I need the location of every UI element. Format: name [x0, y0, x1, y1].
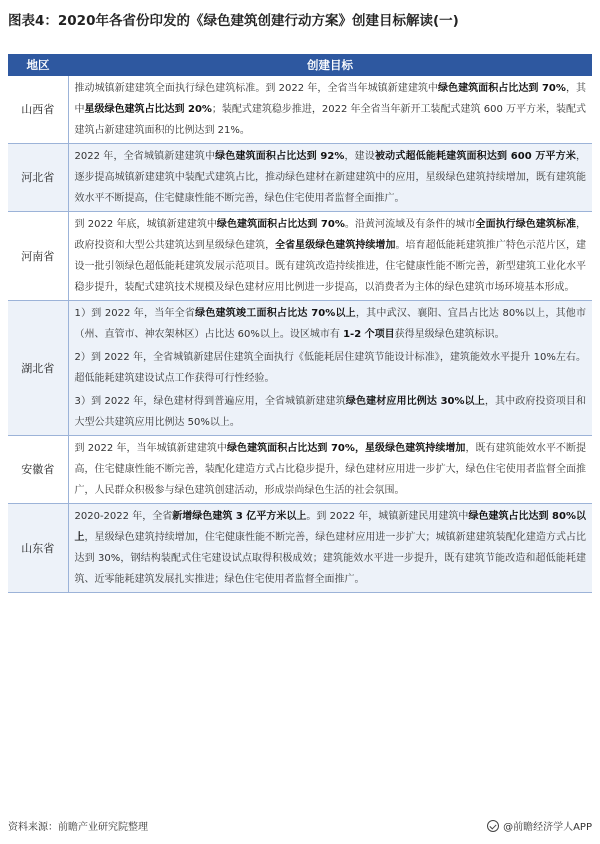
highlight-text: 星级绿色建筑占比达到 20% [84, 104, 212, 115]
highlight-text: 绿色建材应用比例达 30%以上 [345, 396, 485, 407]
body-text: 2）到 2022 年，全省城镇新建居住建筑全面执行《低能耗居住建筑节能设计标准》，建筑能效水平提升 10%左右。超低能耗建筑建设试点工作获得可行性经验。 [74, 352, 586, 384]
table-row [8, 301, 592, 436]
target-cell [68, 76, 592, 144]
target-table [8, 54, 592, 593]
highlight-text: 绿色建筑面积占比达到 92% [215, 151, 345, 162]
target-paragraph [75, 438, 587, 501]
body-text: ，既有建筑能效水平不断提高，住宅健康性能不断完善，装配化建造方式占比稳步提升，绿色建材应用进一步扩大，绿色住宅使用者监督全面推广，人民群众积极参与绿色建筑创建活动，形成崇尚绿色生活的社会氛围。 [74, 443, 587, 496]
target-cell [68, 436, 592, 504]
target-cell [68, 212, 592, 301]
figure-title: 图表4：2020年各省份印发的《绿色建筑创建行动方案》创建目标解读(一) [8, 13, 459, 29]
target-paragraph [75, 347, 587, 389]
table-row [8, 436, 592, 504]
body-text: 到 2022 年，当年城镇新建建筑中 [74, 443, 227, 454]
province-cell: 安徽省 [8, 436, 68, 504]
body-text: ，其中武汉、襄阳、宜昌占比达 80%以上，其他市（州、直管市、神农架林区）占比达 60%以上。设区城市有 [74, 308, 587, 340]
body-text: ，星级绿色建筑持续增加，住宅健康性能不断完善，绿色建材应用进一步扩大；城镇新建建筑装配化建造方式占比达到 30%，钢结构装配式住宅建设试点取得积极成效；建筑能效水平进一步提升，既有建筑节能改造和超低能耗建筑、近零能耗建筑发展扎实推进；绿色住宅使用者监督全面推广。 [74, 532, 587, 585]
body-text: ，其中政府投资项目和大型公共建筑应用比例达 50%以上。 [74, 396, 587, 428]
province-cell: 河北省 [8, 144, 68, 212]
target-paragraph [75, 303, 587, 345]
body-text: 2020-2022 年，全省 [74, 511, 173, 522]
highlight-text: 被动式超低能耗建筑面积达到 600 万平方米 [375, 151, 576, 162]
highlight-text: 绿色建筑面积占比达到 70% [437, 83, 566, 94]
table-body [8, 76, 592, 593]
target-cell [68, 504, 592, 593]
brand-label: @前瞻经济学人APP [503, 822, 592, 833]
brand [487, 818, 592, 833]
body-text: 。培育超低能耗建筑推广特色示范片区，建设一批引领绿色超低能耗建筑发展示范项目。既有建筑改造持续推进，住宅健康性能不断完善，新型建筑工业化水平稳步提升，装配式建筑技术规模及绿色建材应用比例进一步提高，以消费者为主体的绿色建筑市场环境基本形成。 [74, 240, 587, 293]
body-text: 2022 年，全省城镇新建建筑中 [74, 151, 216, 162]
target-paragraph [75, 506, 587, 590]
source-note: 资料来源：前瞻产业研究院整理 [8, 822, 148, 833]
table-row [8, 504, 592, 593]
body-text: 3）到 2022 年，绿色建材得到普遍应用，全省城镇新建建筑 [74, 396, 346, 407]
province-cell: 湖北省 [8, 301, 68, 436]
target-paragraph [75, 391, 587, 433]
highlight-text: 全省星级绿色建筑持续增加 [275, 240, 396, 251]
highlight-text: 绿色建筑占比达到 80%以上 [74, 511, 587, 543]
province-cell: 河南省 [8, 212, 68, 301]
target-paragraph [75, 78, 587, 141]
target-cell [68, 301, 592, 436]
highlight-text: 绿色建筑竣工面积占比达 70%以上 [195, 308, 356, 319]
body-text: ；装配式建筑稳步推进，2022 年全省当年新开工装配式建筑 600 万平方米，装配式建筑占新建建筑面积的比例达到 21%。 [74, 104, 586, 136]
body-text: 获得星级绿色建筑标识。 [394, 329, 505, 340]
body-text: 。到 2022 年，城镇新建民用建筑中 [306, 511, 469, 522]
body-text: ，逐步提高城镇新建建筑中装配式建筑占比，推动绿色建材在新建建筑中的应用，星级绿色建筑持续增加，既有建筑能效水平不断提高，住宅健康性能不断完善，绿色住宅使用者监督全面推广。 [74, 151, 586, 204]
province-cell: 山东省 [8, 504, 68, 593]
highlight-text: 绿色建筑面积占比达到 70% [216, 219, 345, 230]
highlight-text: 1-2 个项目 [343, 329, 395, 340]
body-text: ，其中 [74, 83, 587, 115]
highlight-text: 全面执行绿色建筑标准 [475, 219, 577, 230]
table-row [8, 76, 592, 144]
table-header-row [8, 54, 592, 76]
highlight-text: 绿色建筑面积占比达到 70%，星级绿色建筑持续增加 [226, 443, 466, 454]
body-text: 。沿黄河流域及有条件的城市 [344, 219, 476, 230]
body-text: 到 2022 年底，城镇新建建筑中 [74, 219, 217, 230]
header-target: 创建目标 [68, 54, 592, 76]
table-row [8, 144, 592, 212]
body-text: 推动城镇新建建筑全面执行绿色建筑标准。到 2022 年，全省当年城镇新建建筑中 [74, 83, 438, 94]
check-circle-icon [487, 820, 499, 832]
body-text: ，政府投资和大型公共建筑达到星级绿色建筑， [74, 219, 587, 251]
table-row [8, 212, 592, 301]
header-region: 地区 [8, 54, 68, 76]
footer [8, 818, 592, 833]
province-cell: 山西省 [8, 76, 68, 144]
target-cell [68, 144, 592, 212]
target-paragraph [75, 146, 587, 209]
target-paragraph [75, 214, 587, 298]
body-text: ，建设 [344, 151, 376, 162]
body-text: 1）到 2022 年，当年全省 [74, 308, 196, 319]
highlight-text: 新增绿色建筑 3 亿平方米以上 [172, 511, 307, 522]
